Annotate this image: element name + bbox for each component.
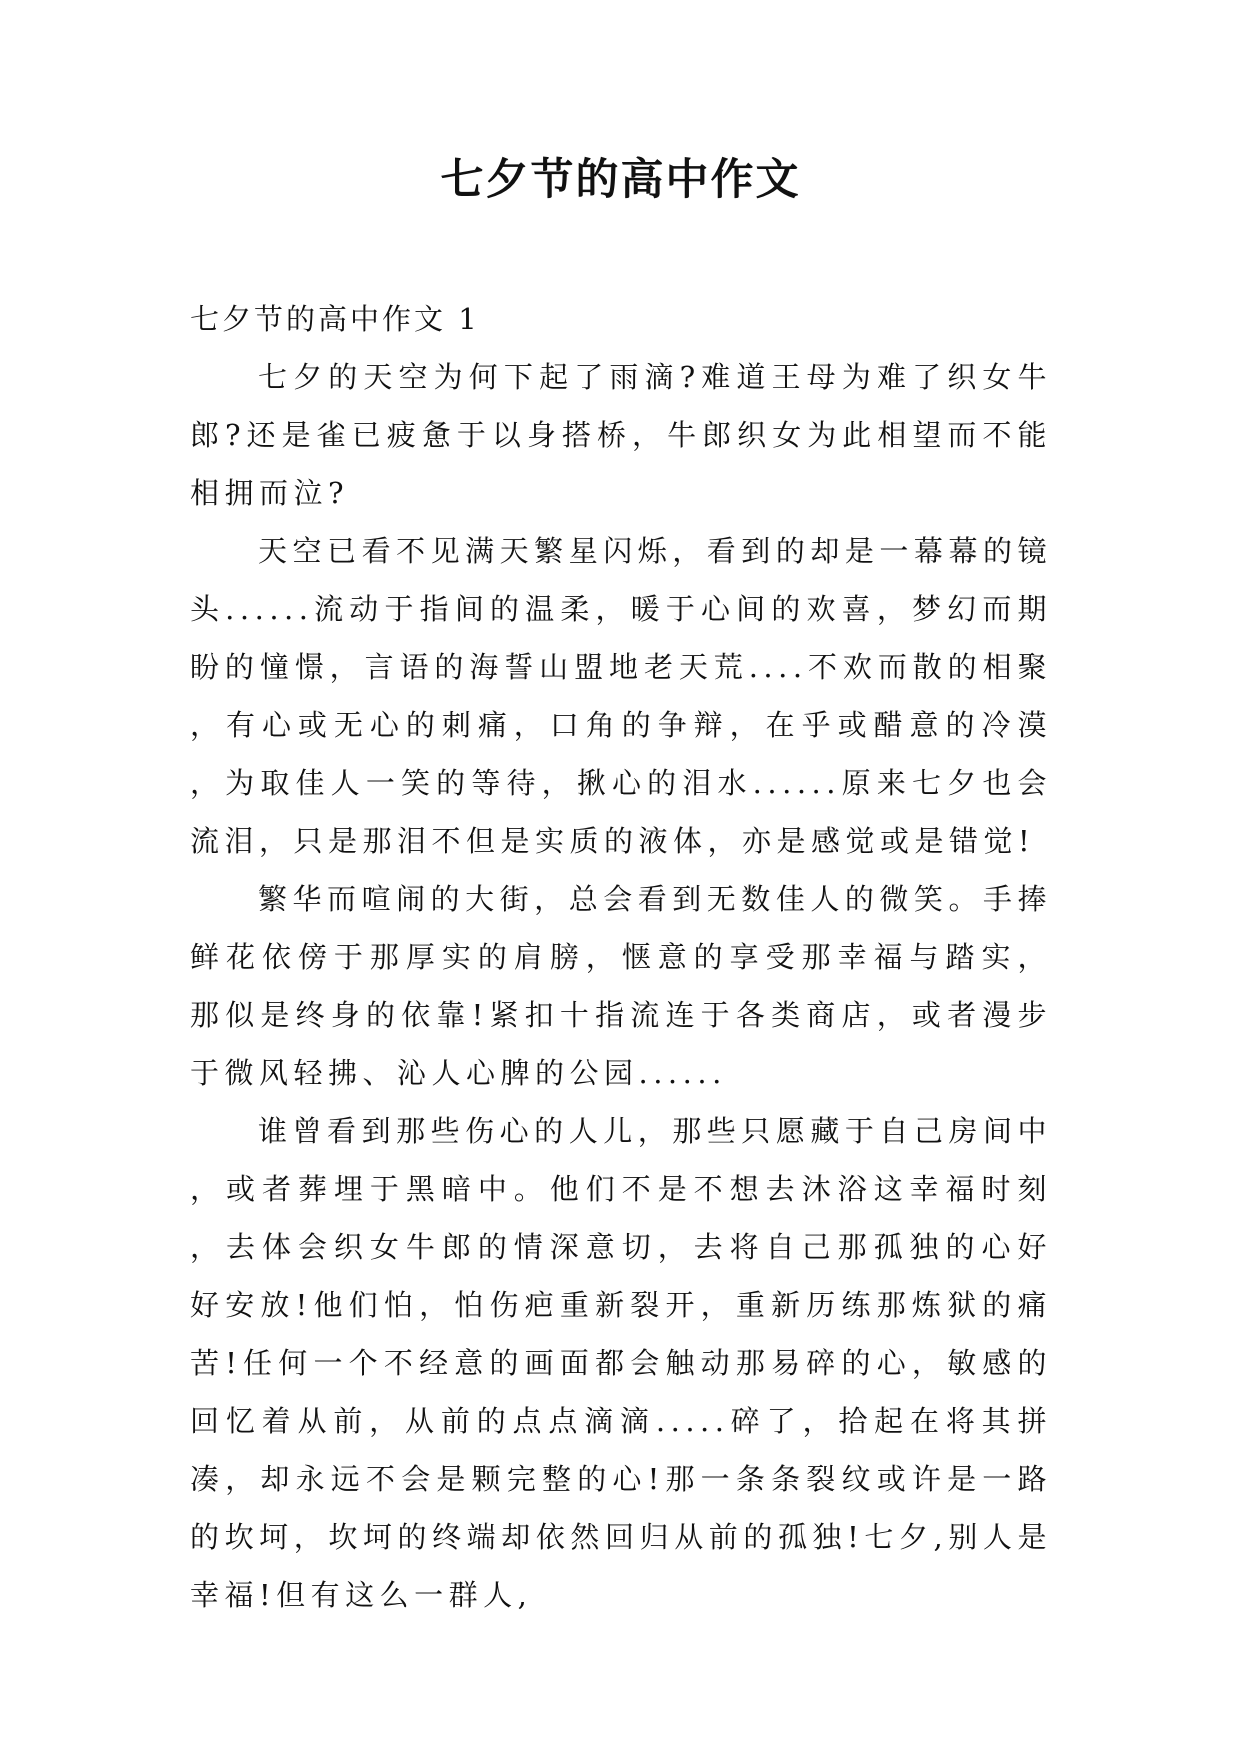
document-body [190,290,1052,1624]
paragraph: 七夕的天空为何下起了雨滴?难道王母为难了织女牛郎?还是雀已疲惫于以身搭桥，牛郎织女为此相望而不能相拥而泣? [190,360,1052,510]
paragraph: 天空已看不见满天繁星闪烁，看到的却是一幕幕的镜头......流动于指间的温柔，暖于心间的欢喜，梦幻而期盼的憧憬，言语的海誓山盟地老天荒....不欢而散的相聚，有心或无心的刺痛，口角的争辩，在乎或醋意的冷漠，为取佳人一笑的等待，揪心的泪水......原来七夕也会流泪，只是那泪不但是实质的液体，亦是感觉或是错觉! [190,534,1052,858]
section-heading: 七夕节的高中作文 1 [190,302,480,336]
document-title: 七夕节的高中作文 [440,155,801,205]
paragraph: 繁华而喧闹的大街，总会看到无数佳人的微笑。手捧鲜花依傍于那厚实的肩膀，惬意的享受那幸福与踏实，那似是终身的依靠!紧扣十指流连于各类商店，或者漫步于微风轻拂、沁人心脾的公园...... [190,882,1052,1090]
paragraph: 谁曾看到那些伤心的人儿，那些只愿藏于自己房间中，或者葬埋于黑暗中。他们不是不想去沐浴这幸福时刻，去体会织女牛郎的情深意切，去将自己那孤独的心好好安放!他们怕，怕伤疤重新裂开，重新历练那炼狱的痛苦!任何一个不经意的画面都会触动那易碎的心，敏感的回忆着从前，从前的点点滴滴.....碎了，拾起在将其拼凑，却永远不会是颗完整的心!那一条条裂纹或许是一路的坎坷，坎坷的终端却依然回归从前的孤独!七夕,别人是幸福!但有这么一群人, [190,1114,1052,1612]
